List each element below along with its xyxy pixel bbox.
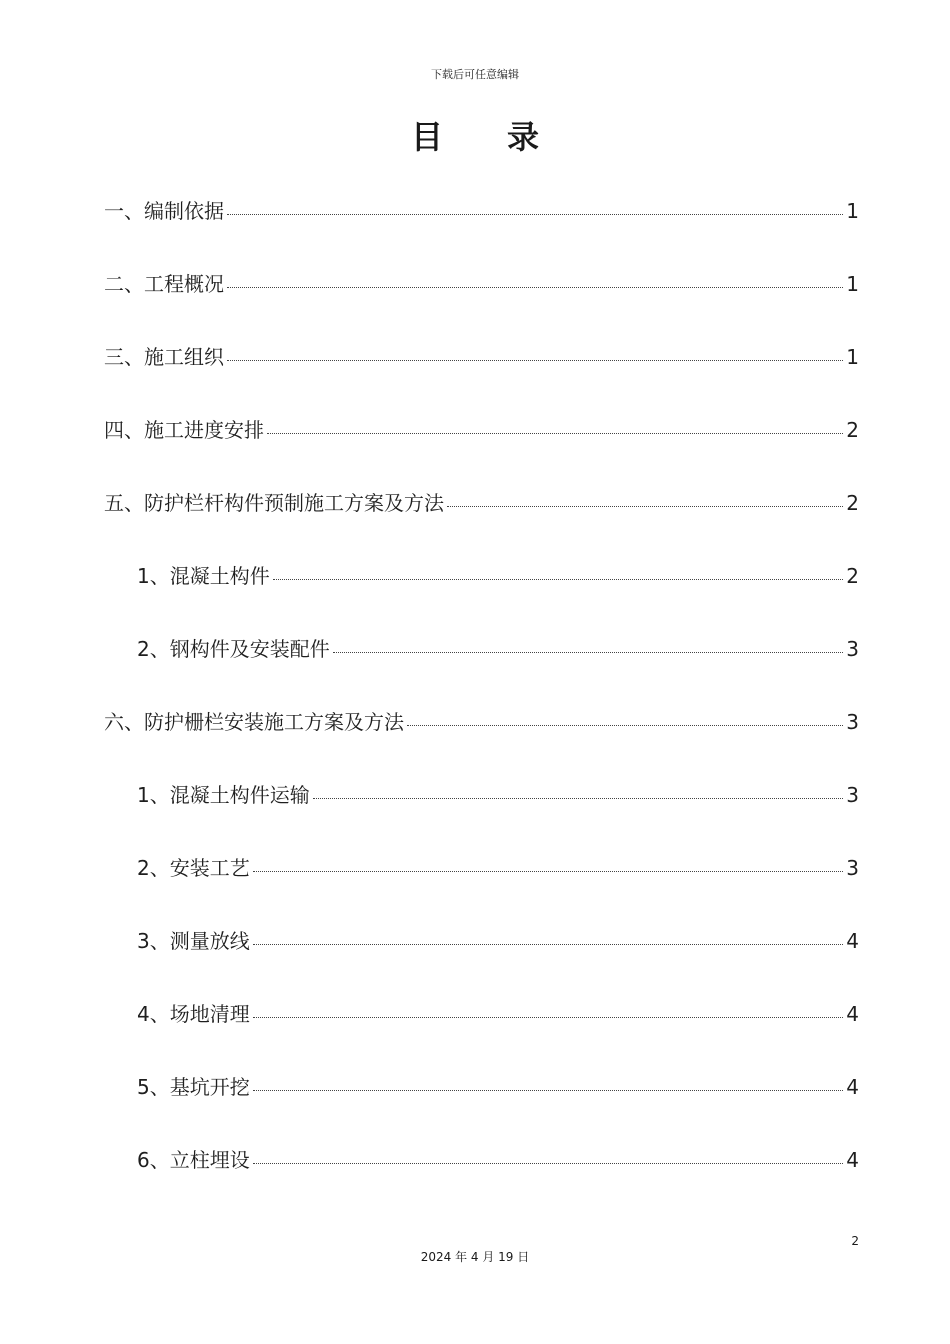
toc-entry-label: 五、防护栏杆构件预制施工方案及方法: [104, 491, 444, 515]
toc-entry-label: 1、混凝土构件: [137, 564, 270, 588]
toc-subentry[interactable]: [104, 1142, 859, 1215]
toc-entry-page: 3: [846, 710, 859, 734]
toc-entry-label: 3、测量放线: [137, 929, 250, 953]
toc-list: [104, 193, 859, 1215]
toc-entry-page: 4: [846, 1075, 859, 1099]
toc-dot-leader: [253, 1090, 844, 1091]
toc-dot-leader: [227, 360, 843, 361]
toc-entry-label: 4、场地清理: [137, 1002, 250, 1026]
toc-entry[interactable]: [104, 704, 859, 777]
toc-dot-leader: [253, 944, 844, 945]
page-number: 2: [851, 1234, 859, 1248]
toc-title-char-1: 目: [410, 118, 443, 156]
toc-dot-leader: [313, 798, 844, 799]
header-note: 下载后可任意编辑: [431, 68, 519, 81]
toc-title: [0, 112, 950, 158]
toc-subentry[interactable]: [104, 558, 859, 631]
footer-date: 2024 年 4 月 19 日: [420, 1250, 530, 1264]
toc-entry-page: 3: [846, 783, 859, 807]
toc-entry-page: 2: [846, 491, 859, 515]
toc-subentry[interactable]: [104, 996, 859, 1069]
toc-subentry[interactable]: [104, 850, 859, 923]
toc-entry-page: 4: [846, 1148, 859, 1172]
toc-dot-leader: [227, 214, 843, 215]
toc-dot-leader: [227, 287, 843, 288]
toc-entry-page: 1: [846, 345, 859, 369]
toc-entry-page: 4: [846, 929, 859, 953]
toc-dot-leader: [407, 725, 843, 726]
toc-subentry[interactable]: [104, 777, 859, 850]
toc-entry-label: 6、立柱埋设: [137, 1148, 250, 1172]
toc-entry[interactable]: [104, 266, 859, 339]
toc-entry-page: 3: [846, 856, 859, 880]
toc-entry-label: 二、工程概况: [104, 272, 224, 296]
toc-dot-leader: [253, 871, 844, 872]
toc-dot-leader: [447, 506, 843, 507]
toc-entry-page: 1: [846, 199, 859, 223]
toc-subentry[interactable]: [104, 631, 859, 704]
toc-entry-label: 5、基坑开挖: [137, 1075, 250, 1099]
toc-entry-page: 2: [846, 418, 859, 442]
toc-dot-leader: [273, 579, 844, 580]
toc-dot-leader: [253, 1163, 844, 1164]
toc-subentry[interactable]: [104, 923, 859, 996]
toc-entry[interactable]: [104, 193, 859, 266]
toc-entry-page: 1: [846, 272, 859, 296]
toc-dot-leader: [267, 433, 843, 434]
toc-entry[interactable]: [104, 339, 859, 412]
toc-entry-label: 六、防护栅栏安装施工方案及方法: [104, 710, 404, 734]
toc-entry-label: 四、施工进度安排: [104, 418, 264, 442]
toc-entry[interactable]: [104, 412, 859, 485]
toc-entry-page: 4: [846, 1002, 859, 1026]
toc-subentry[interactable]: [104, 1069, 859, 1142]
toc-entry[interactable]: [104, 485, 859, 558]
toc-entry-label: 1、混凝土构件运输: [137, 783, 310, 807]
toc-entry-label: 三、施工组织: [104, 345, 224, 369]
toc-entry-label: 2、安装工艺: [137, 856, 250, 880]
toc-title-char-2: 录: [507, 118, 540, 156]
toc-entry-page: 3: [846, 637, 859, 661]
toc-entry-label: 2、钢构件及安装配件: [137, 637, 330, 661]
toc-dot-leader: [333, 652, 844, 653]
toc-dot-leader: [253, 1017, 844, 1018]
toc-entry-page: 2: [846, 564, 859, 588]
toc-entry-label: 一、编制依据: [104, 199, 224, 223]
